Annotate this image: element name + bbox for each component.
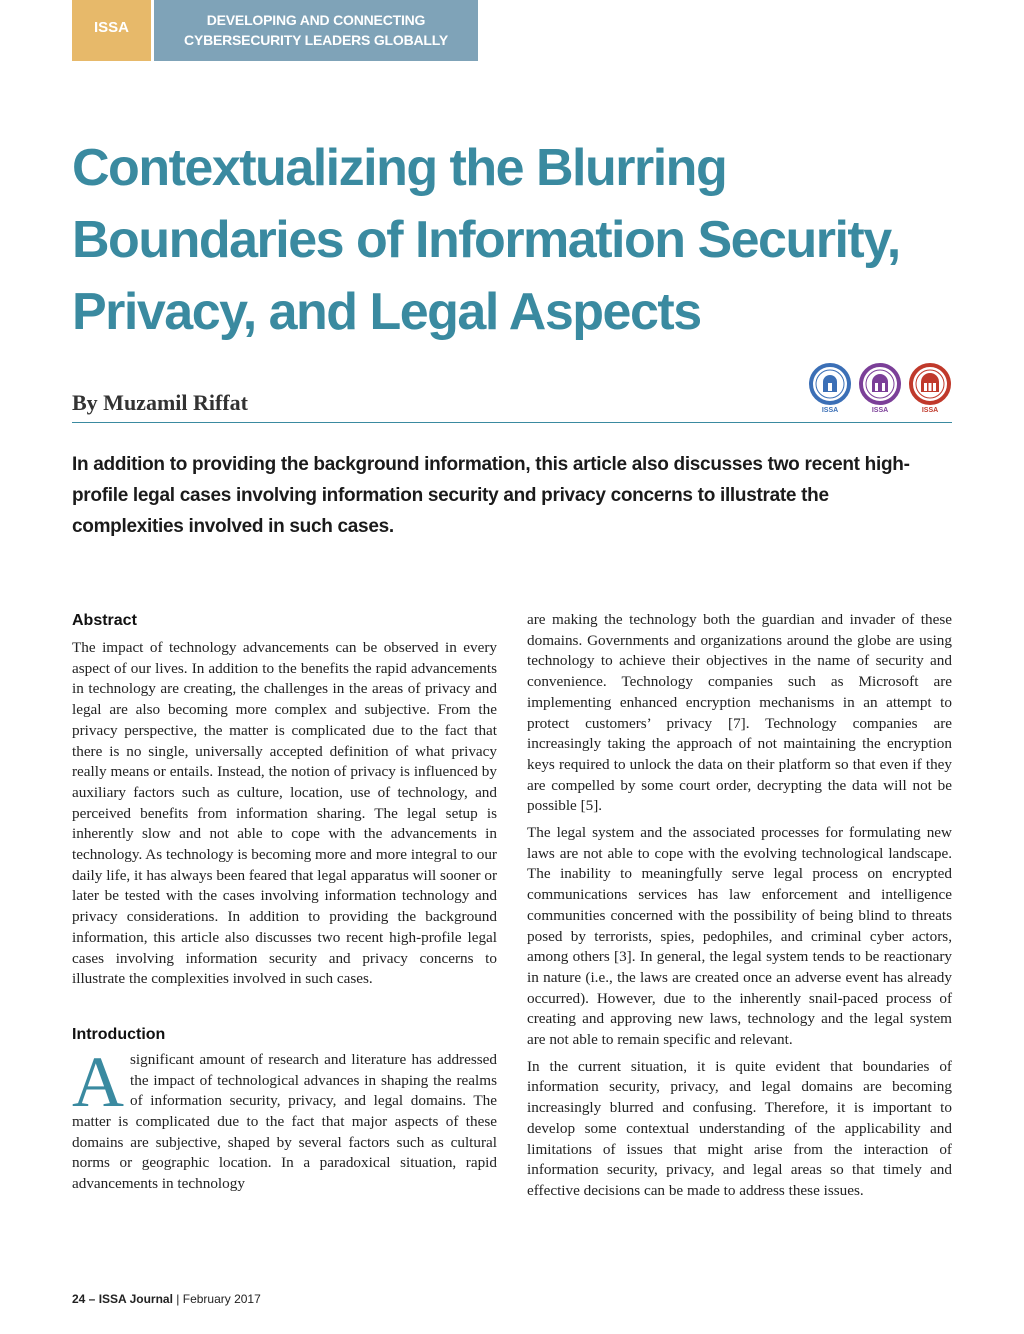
badge-entry-level bbox=[858, 362, 902, 414]
abstract-heading: Abstract bbox=[72, 612, 137, 629]
footer-separator: | bbox=[172, 1292, 183, 1306]
introduction-heading: Introduction bbox=[72, 1025, 166, 1043]
article-title: Contextualizing the Blurring Boundaries of Information Security, Privacy, and Legal Aspects bbox=[72, 139, 900, 341]
drop-cap: A bbox=[72, 1041, 124, 1122]
badge-brand: ISSA bbox=[921, 407, 939, 414]
lock-badge-icon bbox=[908, 362, 952, 406]
badge-brand: ISSA bbox=[821, 407, 839, 414]
career-level-badges bbox=[808, 362, 952, 414]
header-banner bbox=[72, 0, 478, 61]
motto-line-2: CYBERSECURITY LEADERS GLOBALLY bbox=[184, 32, 448, 48]
left-column bbox=[72, 612, 497, 1195]
issa-motto bbox=[154, 0, 478, 61]
byline: By Muzamil Riffat bbox=[72, 390, 248, 415]
badge-mid-career bbox=[908, 362, 952, 414]
introduction-text: significant amount of research and literature has addressed the impact of technological advances in shaping the realms of information security, privacy, and legal domains. The matter is complicated due to the fact that major aspects of these domains are subjective, shaped by several factors such as cultural norms or geographic location. In a paradoxical situation, rapid advancements in technology bbox=[72, 1050, 497, 1193]
paragraph: In the current situation, it is quite evident that boundaries of information security, privacy, and legal domains are becoming increasingly blurred and confusing. Therefore, it is important to develop some contextual understanding of the applicability and limitations of issues that might arise from the interaction of information security, privacy, and legal areas so that timely and effective decisions can be made to address these issues. bbox=[527, 1057, 952, 1199]
introduction-body bbox=[72, 1041, 497, 1195]
badge-pre-professional bbox=[808, 362, 852, 414]
paragraph: The legal system and the associated processes for formulating new laws are not able to cope with the evolving technological landscape. The inability to meaningfully serve legal process on encrypted communications services has law enforcement and intelligence communities concerned with the possibility of being blind to threats posed by terrorists, spies, pedophiles, and criminal cyber actors, among others [3]. In general, the legal system tends to be reactionary in nature (i.e., the laws are created once an adverse event has already occurred). However, due to the inherently snail-paced process of creating and approving new laws, technology and the legal system are not able to remain specific and relevant. bbox=[527, 824, 952, 1049]
title-divider bbox=[72, 422, 952, 423]
motto-line-1: DEVELOPING AND CONNECTING bbox=[206, 12, 426, 28]
badge-brand: ISSA bbox=[871, 407, 889, 414]
lead-summary: In addition to providing the background information, this article also discusses two recent high-profile legal cases involving information security and privacy concerns to illustrate the complexities involved in such cases. bbox=[72, 454, 910, 537]
lock-badge-icon bbox=[858, 362, 902, 406]
footer-date: February 2017 bbox=[182, 1292, 261, 1306]
footer-page: 24 – ISSA Journal bbox=[72, 1292, 173, 1306]
abstract-body: The impact of technology advancements can be observed in every aspect of our lives. In addition to the benefits the rapid advancements in technology are creating, the challenges in the areas of privacy and legal are also becoming more complex and subjective. From the privacy perspective, the matter is complicated due to the fact that there is no single, universally accepted definition of what privacy really means or entails. Instead, the notion of privacy is influenced by auxiliary factors such as culture, location, use of technology, and perceived benefits from information sharing. The legal setup is inherently slow and not able to cope with the advancements in technology. As technology is becoming more and more integral to our daily life, it has always been feared that legal apparatus will sooner or later be tested with the cases involving information technology and privacy considerations. In addition to providing the background information, this article also discusses two recent high-profile legal cases involving information security and privacy concerns to illustrate the complexities involved in such cases. bbox=[72, 639, 497, 988]
right-column bbox=[527, 610, 952, 1202]
lock-badge-icon bbox=[808, 362, 852, 406]
paragraph: are making the technology both the guardian and invader of these domains. Governments and organizations around the globe are using technology to achieve their objectives in the name of security and convenience. Technology companies such as Microsoft are implementing enhanced encryption mechanisms in an attempt to protect customers’ privacy [7]. Technology companies are increasingly taking the approach of not maintaining the encryption keys required to unlock the data on their platform so that even if they are compelled by some court order, decrypting the data will not be possible [5]. bbox=[527, 611, 952, 815]
page-footer bbox=[72, 1292, 261, 1306]
issa-tag: ISSA bbox=[72, 0, 151, 61]
